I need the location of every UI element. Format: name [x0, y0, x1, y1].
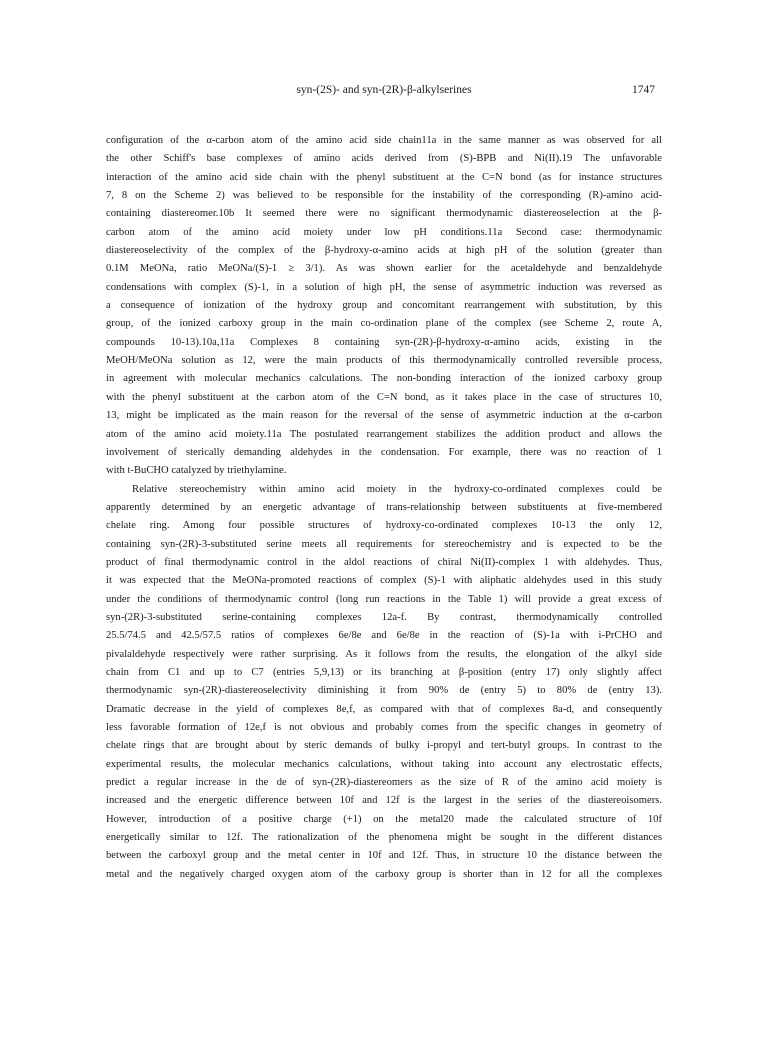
text-line: Relative stereochemistry within amino acid moiety in the hydroxy-co-ordinated complexes could be	[132, 483, 662, 495]
running-head	[0, 84, 768, 100]
text-line: However, introduction of a positive charge (+1) on the metal20 made the calculated structure of 10f	[106, 813, 662, 825]
text-line: 0.1M MeONa, ratio MeONa/(S)-1 ≥ 3/1). As was shown earlier for the acetaldehyde and benzaldehyde	[106, 263, 662, 275]
text-line: it was expected that the MeONa-promoted reactions of complex (S)-1 with aliphatic aldehydes used in this study	[106, 575, 662, 587]
text-line: chelate rings that are brought about by steric demands of bulky i-propyl and tert-butyl groups. In contrast to the	[106, 740, 662, 752]
text-line: energetically similar to 12f. The rationalization of the phenomena might be sought in the different distances	[106, 832, 662, 844]
text-line: 7, 8 on the Scheme 2) was believed to be responsible for the instability of the corresponding (R)-amino acid-	[106, 190, 662, 202]
text-line: less favorable formation of 12e,f is not obvious and probably comes from the specific changes in geometry of	[106, 722, 662, 733]
text-line: metal and the negatively charged oxygen atom of the carboxy group is shorter than in 12 for all the complexes	[106, 868, 662, 880]
text-line: apparently determined by an energetic advantage of trans-relationship between substituents at five-membered	[106, 501, 662, 513]
text-line: chain from C1 and up to C7 (entries 5,9,13) or its branching at β-position (entry 17) only slightly affect	[106, 666, 662, 678]
text-line: MeOH/MeONa solution as 12, were the main products of this thermodynamically controlled reversible process,	[106, 355, 662, 367]
text-line: group, of the ionized carboxy group in the main co-ordination plane of the complex (see Scheme 2, route A,	[106, 318, 662, 330]
text-line: atom of the amino acid moiety.11a The postulated rearrangement stabilizes the addition product and allows the	[106, 428, 662, 440]
text-line: interaction of the amino acid side chain with the phenyl substituent at the C=N bond (as for instance structures	[106, 171, 662, 183]
text-line: between the carboxyl group and the metal center in 10f and 12f. Thus, in structure 10 the distance between the	[106, 850, 662, 862]
text-line: syn-(2R)-3-substituted serine-containing complexes 12a-f. By contrast, thermodynamically controlled	[106, 611, 662, 623]
text-line: compounds 10-13).10a,11a Complexes 8 containing syn-(2R)-β-hydroxy-α-amino acids, existing in the	[106, 336, 662, 348]
text-line: experimental results, the molecular mechanics calculations, without taking into account any electrostatic effects,	[106, 758, 662, 770]
page-number: 1747	[632, 84, 655, 96]
text-line: chelate ring. Among four possible structures of hydroxy-co-ordinated complexes 10-13 the only 12,	[106, 520, 662, 532]
text-line: 13, might be implicated as the main reason for the reversal of the sense of asymmetric induction at the α-carbon	[106, 410, 662, 422]
text-line: predict a regular increase in the de of syn-(2R)-diastereomers as the size of R of the amino acid moiety is	[106, 777, 662, 789]
text-line: containing syn-(2R)-3-substituted serine meets all requirements for stereochemistry and is expected to be the	[106, 538, 662, 550]
text-line: with t-BuCHO catalyzed by triethylamine.	[106, 465, 287, 477]
body-text	[106, 132, 662, 884]
text-line: containing diastereomer.10b It seemed there were no significant thermodynamic diastereoselection at the β-	[106, 208, 662, 220]
text-line: a consequence of ionization of the hydroxy group and concomitant rearrangement with substitution, by this	[106, 300, 662, 312]
running-title: syn-(2S)- and syn-(2R)-β-alkylserines	[296, 84, 472, 96]
text-line: condensations with complex (S)-1, in a solution of high pH, the sense of asymmetric induction was reversed as	[106, 281, 662, 293]
text-line: with the phenyl substituent at the carbon atom of the C=N bond, as it takes place in the case of structures 10,	[106, 391, 662, 403]
text-line: carbon atom of the amino acid moiety under low pH conditions.11a Second case: thermodynamic	[106, 226, 662, 238]
text-line: Dramatic decrease in the yield of complexes 8e,f, as compared with that of complexes 8a-d, and consequently	[106, 703, 662, 715]
text-line: under the conditions of thermodynamic control (long run reactions in the Table 1) will provide a great excess of	[106, 593, 662, 605]
text-line: the other Schiff's base complexes of amino acids derived from (S)-BPB and Ni(II).19 The unfavorable	[106, 153, 662, 165]
text-line: pivalaldehyde respectively were rather surprising. As it follows from the results, the elongation of the alkyl side	[106, 648, 662, 660]
text-line: thermodynamic syn-(2R)-diastereoselectivity diminishing it from 90% de (entry 5) to 80% de (entry 13).	[106, 685, 662, 697]
text-line: involvement of sterically demanding aldehydes in the condensation. For example, there was no reaction of 1	[106, 446, 662, 458]
text-line: in agreement with molecular mechanics calculations. The non-bonding interaction of the ionized carboxy group	[106, 373, 662, 385]
text-line: product of final thermodynamic control in the aldol reactions of chiral Ni(II)-complex 1 with aldehydes. Thus,	[106, 556, 662, 568]
text-line: diastereoselectivity of the complex of the β-hydroxy-α-amino acids at high pH of the solution (greater than	[106, 245, 662, 257]
text-line: increased and the energetic difference between 10f and 12f is the largest in the series of the diastereoisomers.	[106, 795, 662, 807]
text-line: configuration of the α-carbon atom of the amino acid side chain11a in the same manner as was observed for all	[106, 135, 662, 146]
text-line: 25.5/74.5 and 42.5/57.5 ratios of complexes 6e/8e and 6e/8e in the reaction of (S)-1a with i-PrCHO and	[106, 630, 662, 642]
